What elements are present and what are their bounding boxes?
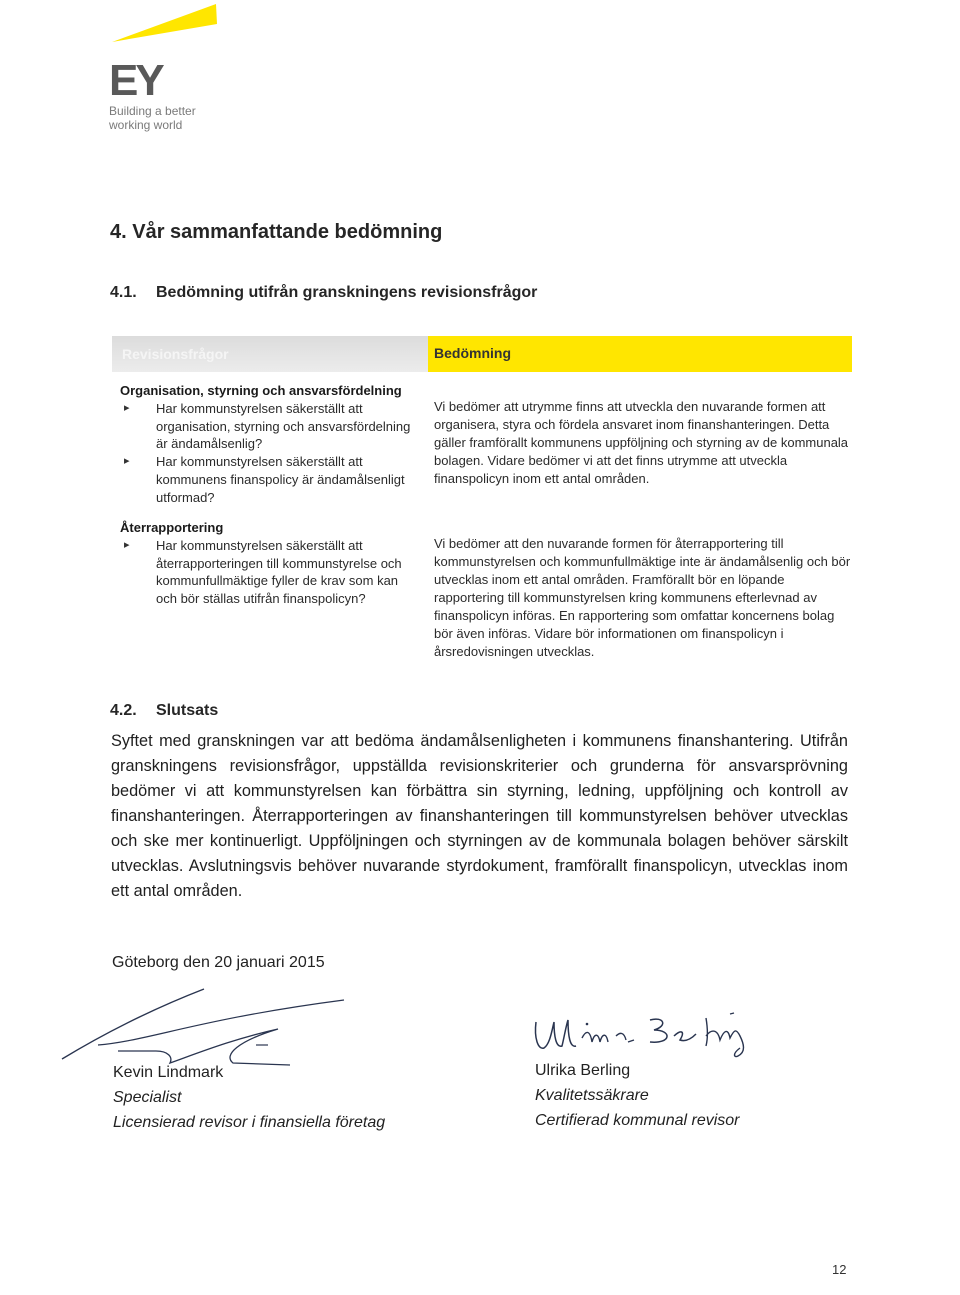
signature-berling <box>530 1008 780 1060</box>
signature-lindmark <box>58 985 348 1070</box>
signatory-role: Kvalitetssäkrare <box>535 1087 649 1104</box>
signatory-certification: Certifierad kommunal revisor <box>535 1112 740 1129</box>
subsection-heading <box>110 284 537 302</box>
table-header-questions-label: Revisionsfrågor <box>122 346 229 362</box>
page-number: 12 <box>832 1262 847 1277</box>
table-header-assessment <box>428 336 852 372</box>
conclusion-title: Slutsats <box>156 702 219 719</box>
question-section-title: Återrapportering <box>120 520 224 535</box>
subsection-number: 4.1. <box>110 284 137 301</box>
section-heading <box>110 221 442 244</box>
signatory-berling <box>535 1058 740 1133</box>
question-list <box>120 537 420 608</box>
assessment-organisation: Vi bedömer att utrymme finns att utveckla den nuvarande formen att organisera, styra och fördela ansvaret inom finanshanteringen. Detta gäller framförallt kommunens uppföljning och styrning av de kommunala bolagen. Vidare bedömer vi att det finns utrymme att utveckla finanspolicyn inom ett antal områden. <box>434 399 849 486</box>
signatory-lindmark <box>113 1060 385 1135</box>
signatory-name: Kevin Lindmark <box>113 1064 224 1081</box>
question-item: ▸ Har kommunstyrelsen säkerställt att kommunens finanspolicy är ändamålsenligt utformad? <box>120 453 420 506</box>
question-item: ▸ Har kommunstyrelsen säkerställt att återrapporteringen till kommunstyrelse och kommunfullmäktige fyller de krav som kan och bör ställas utifrån finanspolicyn? <box>120 537 420 608</box>
signatory-certification: Licensierad revisor i finansiella företag <box>113 1114 386 1131</box>
question-section-reporting <box>120 519 420 608</box>
question-section-organisation <box>120 382 420 507</box>
conclusion-text: Syftet med granskningen var att bedöma ändamålsenligheten i kommunens finanshantering. Utifrån granskningens revisionsfrågor, uppställda revisionskriterier och grunderna för ansvarsprövning bedömer vi att kommunstyrelsen kan förbättra sin styrning, ledning, uppföljning och kontroll av finanshanteringen. Återrapporteringen av finanshanteringen till kommunstyrelsen behöver utvecklas och ske mer kontinuerligt. Uppföljningen och styrningen av de kommunala bolagen behöver särskilt utvecklas. Avslutningsvis behöver nuvarande styrdokument, framförallt finanspolicyn, utvecklas inom ett antal områden. <box>111 732 848 900</box>
table-header-assessment-label: Bedömning <box>434 345 511 361</box>
ey-logo-wordmark: EY <box>109 56 162 105</box>
assessment-reporting: Vi bedömer att den nuvarande formen för återrapportering till kommunstyrelsen och kommunfullmäktige inte är ändamålsenlig och bör utvecklas inom ett antal områden. Framförallt bör en löpande rapportering till kommunstyrelsen kring kommunens efterlevnad av finanspolicyn införas. En rapportering som omfattar koncernens bolag bör även införas. Vidare bör informationen om finanspolicyn i årsredovisningen utvecklas. <box>434 536 851 659</box>
conclusion-number: 4.2. <box>110 702 137 719</box>
ey-logo-beam-icon <box>108 4 228 64</box>
conclusion-heading <box>110 702 218 720</box>
question-list <box>120 400 420 507</box>
ey-logo <box>108 4 228 132</box>
table-header-questions <box>112 336 428 372</box>
section-title: Vår sammanfattande bedömning <box>132 221 443 243</box>
subsection-title: Bedömning utifrån granskningens revisionsfrågor <box>156 284 538 301</box>
place-date: Göteborg den 20 januari 2015 <box>112 954 325 971</box>
question-item: ▸ Har kommunstyrelsen säkerställt att organisation, styrning och ansvarsfördelning är ändamålsenlig? <box>120 400 420 453</box>
section-number: 4. <box>110 221 127 243</box>
ey-logo-tagline: Building a better working world <box>109 104 196 132</box>
question-section-title: Organisation, styrning och ansvarsfördelning <box>120 383 402 398</box>
signatory-name: Ulrika Berling <box>535 1062 631 1079</box>
signatory-role: Specialist <box>113 1089 182 1106</box>
